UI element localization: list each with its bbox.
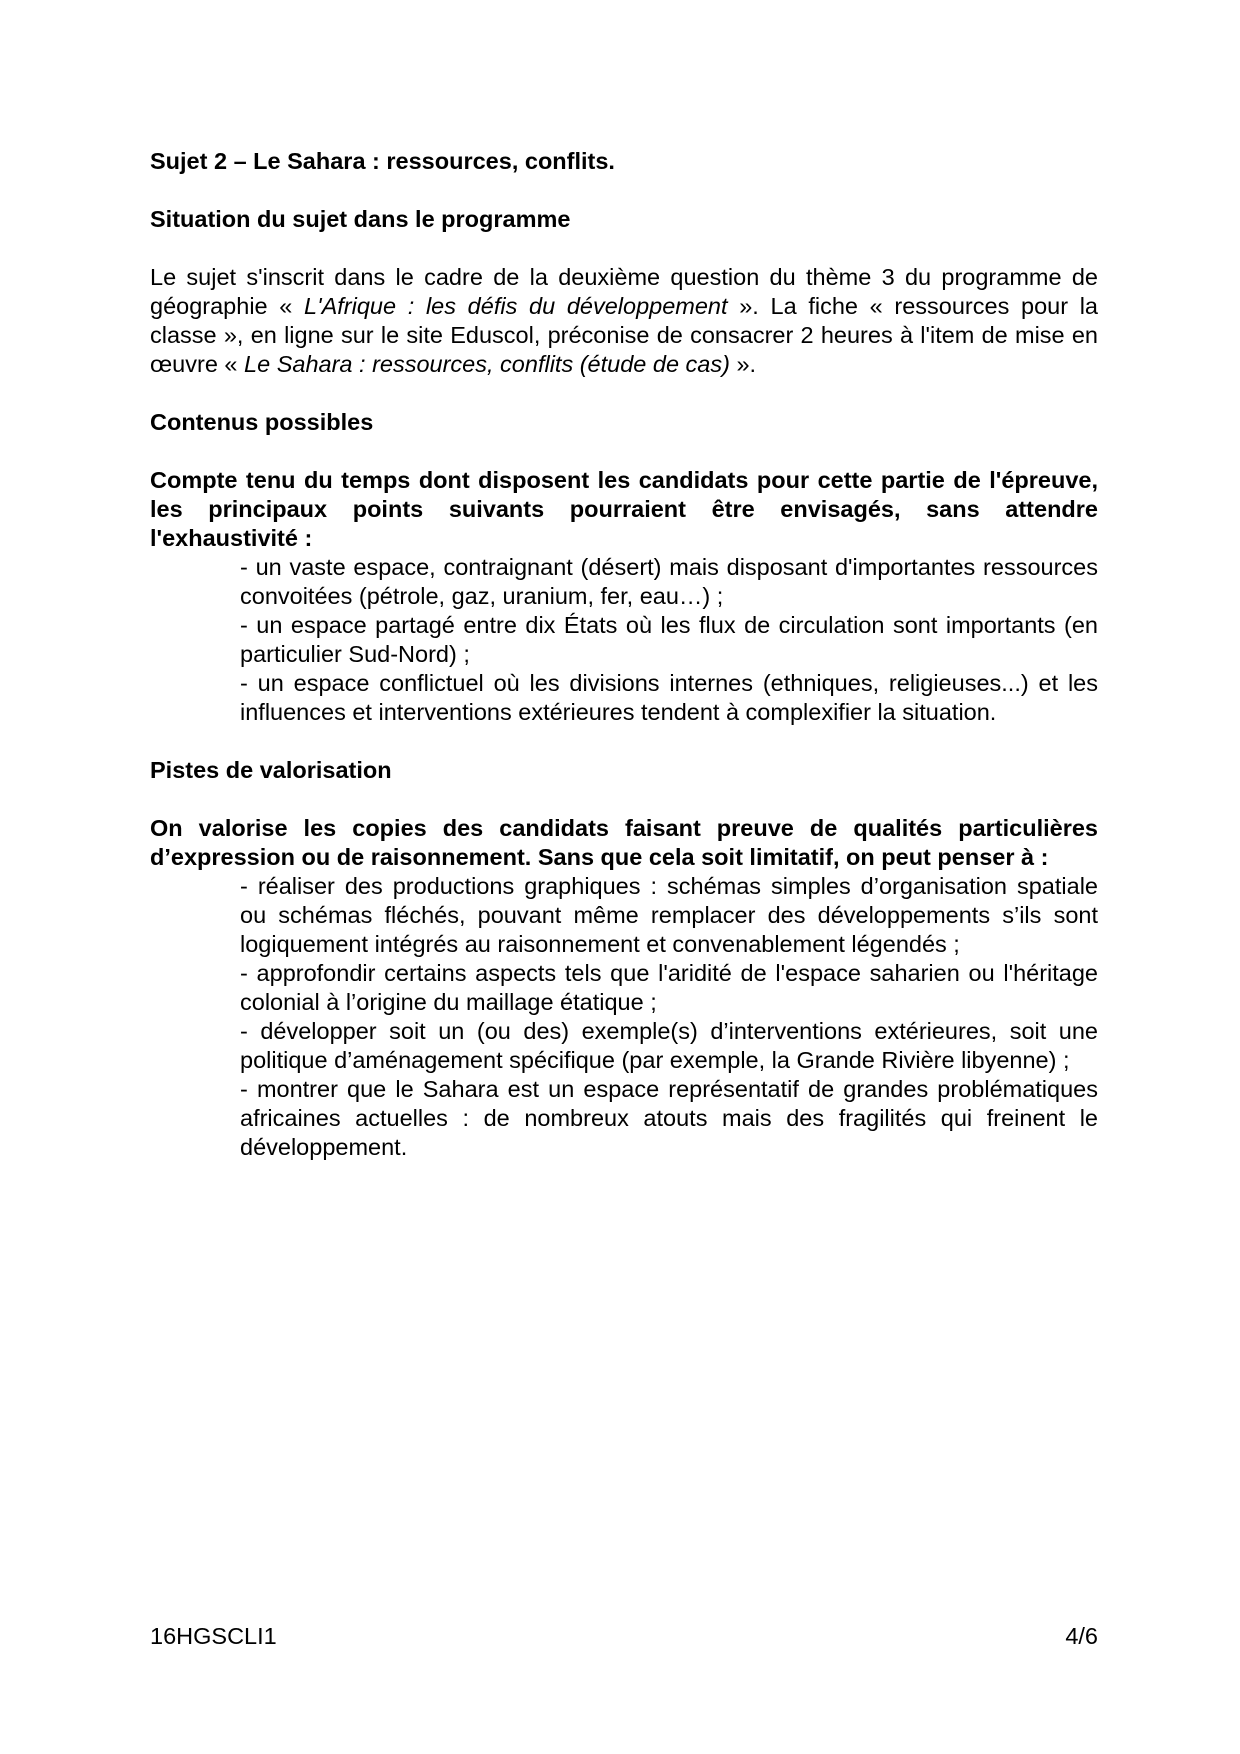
list-item: - un vaste espace, contraignant (désert) mais disposant d'importantes ressources convoitées (pétrole, gaz, uranium, fer, eau…) ; <box>240 554 1098 609</box>
pistes-list <box>150 872 1098 1162</box>
document-page <box>150 147 1098 1162</box>
page-number: 4/6 <box>1065 1623 1098 1649</box>
list-item: - approfondir certains aspects tels que l'aridité de l'espace saharien ou l'héritage colonial à l’origine du maillage étatique ; <box>240 960 1098 1015</box>
document-title: Sujet 2 – Le Sahara : ressources, conflits. <box>150 148 615 174</box>
pistes-intro: On valorise les copies des candidats faisant preuve de qualités particulières d’expression ou de raisonnement. Sans que cela soit limitatif, on peut penser à : <box>150 815 1098 870</box>
list-item: - un espace partagé entre dix États où les flux de circulation sont importants (en particulier Sud-Nord) ; <box>240 612 1098 667</box>
situation-paragraph <box>150 263 1098 379</box>
situation-italic-1: L'Afrique : les défis du développement <box>304 293 728 319</box>
pistes-heading: Pistes de valorisation <box>150 757 392 783</box>
document-code: 16HGSCLI1 <box>150 1623 277 1649</box>
contenus-list <box>150 553 1098 727</box>
contenus-intro: Compte tenu du temps dont disposent les candidats pour cette partie de l'épreuve, les principaux points suivants pourraient être envisagés, sans attendre l'exhaustivité : <box>150 467 1098 551</box>
contenus-heading: Contenus possibles <box>150 409 374 435</box>
list-item: - un espace conflictuel où les divisions internes (ethniques, religieuses...) et les influences et interventions extérieures tendent à complexifier la situation. <box>240 670 1098 725</box>
list-item: - réaliser des productions graphiques : schémas simples d’organisation spatiale ou schémas fléchés, pouvant même remplacer des développements s’ils sont logiquement intégrés au raisonnement et convenablement légendés ; <box>240 873 1098 957</box>
situation-text-2: ». La fiche « ressources pour la classe », en ligne sur le site Eduscol, préconise de consacrer 2 heures à l'item de mise en œuvre « <box>150 293 1099 377</box>
situation-italic-2: Le Sahara : ressources, conflits (étude de cas) <box>244 351 730 377</box>
situation-text-1: Le sujet s'inscrit dans le cadre de la deuxième question du thème 3 du programme de géographie « <box>150 264 1098 319</box>
list-item: - développer soit un (ou des) exemple(s) d’interventions extérieures, soit une politique d’aménagement spécifique (par exemple, la Grande Rivière libyenne) ; <box>240 1018 1098 1073</box>
list-item: - montrer que le Sahara est un espace représentatif de grandes problématiques africaines actuelles : de nombreux atouts mais des fragilités qui freinent le développement. <box>240 1076 1098 1160</box>
situation-heading: Situation du sujet dans le programme <box>150 206 571 232</box>
situation-text-3: ». <box>729 351 757 377</box>
